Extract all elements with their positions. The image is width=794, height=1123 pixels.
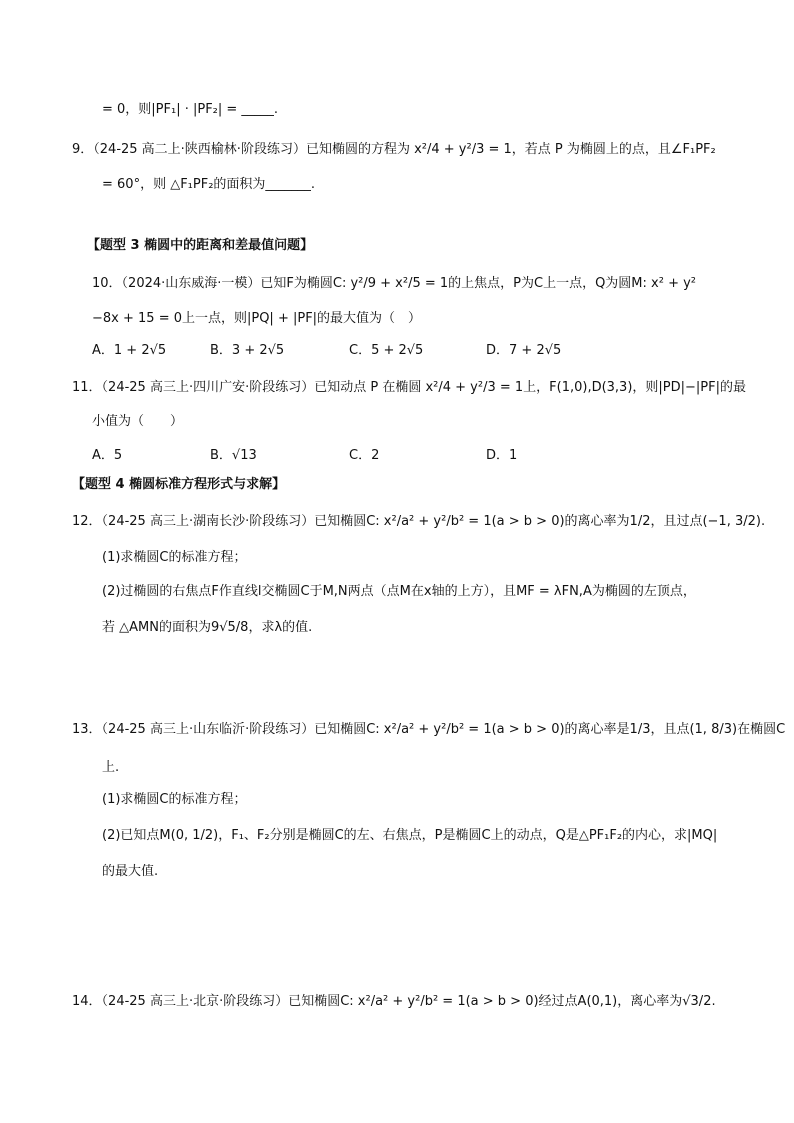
q11-stem-cont: 小值为（ ）: [92, 414, 184, 429]
q9-stem: 9．（24-25 高二上·陕西榆林·阶段练习）已知椭圆的方程为 x²/4 + y²/3 = 1，若点 P 为椭圆上的点，且∠F₁PF₂: [72, 142, 716, 157]
q10-option-d: D．7 + 2√5: [486, 343, 562, 358]
q10-option-c: C．5 + 2√5: [349, 343, 424, 358]
q12-part-2: (2)过椭圆的右焦点F作直线l交椭圆C于M,N两点（点M在x轴的上方），且MF = λFN,A为椭圆的左顶点，: [102, 584, 696, 599]
q8-continuation: = 0，则|PF₁| · |PF₂| = _____.: [102, 102, 279, 117]
q11-option-c: C．2: [349, 448, 380, 463]
q11-option-d: D．1: [486, 448, 518, 463]
q11-option-b: B．√13: [210, 448, 257, 463]
q9-stem-cont: = 60°，则 △F₁PF₂的面积为_______.: [102, 177, 316, 192]
q10-option-a: A．1 + 2√5: [92, 343, 167, 358]
q14-stem: 14．（24-25 高三上·北京·阶段练习）已知椭圆C: x²/a² + y²/b² = 1(a > b > 0)经过点A(0,1)，离心率为√3/2.: [72, 994, 716, 1009]
q13-part-2-cont: 的最大值.: [102, 864, 159, 879]
q11-option-a: A．5: [92, 448, 123, 463]
q13-stem-cont: 上.: [102, 760, 120, 775]
q12-part-2-cont: 若 △AMN的面积为9√5/8，求λ的值.: [102, 620, 313, 635]
q13-part-2: (2)已知点M(0, 1/2)，F₁、F₂分别是椭圆C的左、右焦点，P是椭圆C上的动点，Q是△PF₁F₂的内心，求|MQ|: [102, 828, 718, 843]
section-heading-4: 【题型 4 椭圆标准方程形式与求解】: [72, 477, 286, 492]
q10-option-b: B．3 + 2√5: [210, 343, 285, 358]
q10-stem: 10．（2024·山东威海·一模）已知F为椭圆C: y²/9 + x²/5 = 1的上焦点，P为C上一点，Q为圆M: x² + y²: [92, 276, 696, 291]
q10-stem-cont: −8x + 15 = 0上一点，则|PQ| + |PF|的最大值为（ ）: [92, 311, 422, 326]
q13-stem: 13．（24-25 高三上·山东临沂·阶段练习）已知椭圆C: x²/a² + y²/b² = 1(a > b > 0)的离心率是1/3，且点(1, 8/3)在椭圆C: [72, 722, 786, 737]
section-heading-3: 【题型 3 椭圆中的距离和差最值问题】: [87, 238, 314, 253]
q12-stem: 12．（24-25 高三上·湖南长沙·阶段练习）已知椭圆C: x²/a² + y²/b² = 1(a > b > 0)的离心率为1/2，且过点(−1, 3/2).: [72, 514, 766, 529]
q11-stem: 11．（24-25 高三上·四川广安·阶段练习）已知动点 P 在椭圆 x²/4 + y²/3 = 1上，F(1,0),D(3,3)，则|PD|−|PF|的最: [72, 380, 746, 395]
q13-part-1: (1)求椭圆C的标准方程；: [102, 792, 247, 807]
q12-part-1: (1)求椭圆C的标准方程；: [102, 550, 247, 565]
